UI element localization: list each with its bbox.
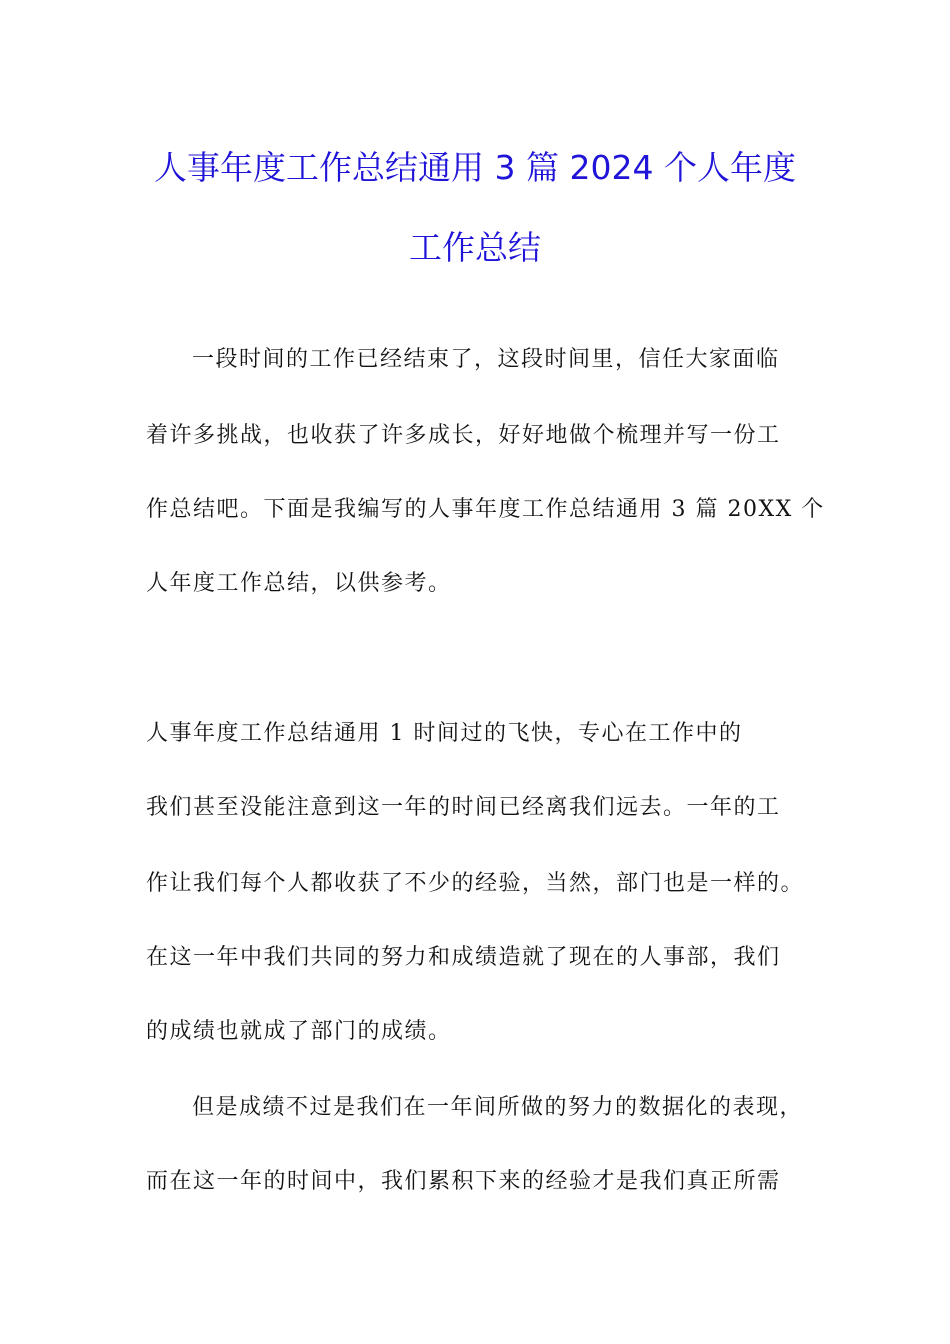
intro-line-1: 一段时间的工作已经结束了，这段时间里，信任大家面临 <box>192 347 780 372</box>
section1-line-5: 的成绩也就成了部门的成绩。 <box>146 1019 452 1044</box>
section2-line-1: 但是成绩不过是我们在一年间所做的努力的数据化的表现， <box>192 1095 804 1120</box>
section1-line-1: 人事年度工作总结通用 1 时间过的飞快，专心在工作中的 <box>146 721 743 746</box>
document-title <box>120 128 830 288</box>
section1-line-3: 作让我们每个人都收获了不少的经验，当然，部门也是一样的。 <box>146 871 805 896</box>
section1-line-4: 在这一年中我们共同的努力和成绩造就了现在的人事部，我们 <box>146 945 781 970</box>
title-line-1: 人事年度工作总结通用 3 篇 2024 个人年度 <box>154 148 796 187</box>
title-line-2: 工作总结 <box>409 228 541 267</box>
section2-line-2: 而在这一年的时间中，我们累积下来的经验才是我们真正所需 <box>146 1169 781 1194</box>
intro-line-4: 人年度工作总结，以供参考。 <box>146 571 452 596</box>
intro-line-2: 着许多挑战，也收获了许多成长，好好地做个梳理并写一份工 <box>146 423 781 448</box>
section1-line-2: 我们甚至没能注意到这一年的时间已经离我们远去。一年的工 <box>146 795 781 820</box>
intro-line-3: 作总结吧。下面是我编写的人事年度工作总结通用 3 篇 20XX 个 <box>146 497 825 522</box>
